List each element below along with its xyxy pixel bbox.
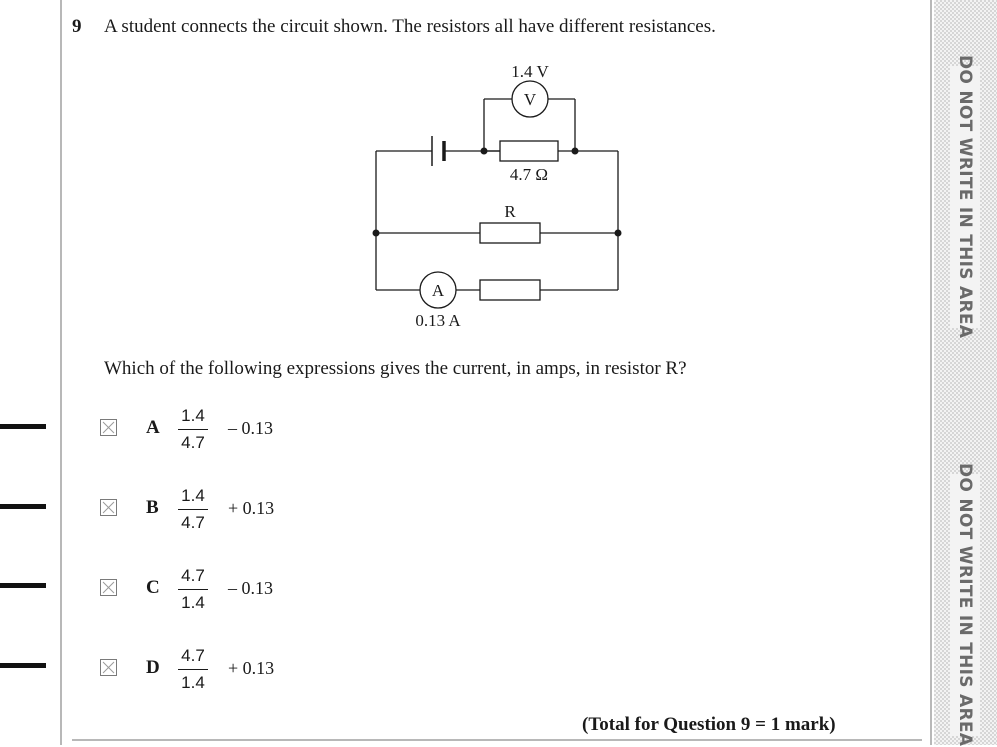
fraction-denominator: 1.4 bbox=[181, 673, 205, 693]
option-operation: – 0.13 bbox=[228, 578, 273, 598]
fraction-bar bbox=[178, 509, 208, 510]
question-total-marks: (Total for Question 9 = 1 mark) bbox=[582, 714, 836, 735]
fraction-numerator: 1.4 bbox=[181, 406, 205, 425]
option-c bbox=[100, 564, 400, 624]
resistor-r bbox=[480, 223, 540, 243]
fraction-bar bbox=[178, 429, 208, 430]
question-text: A student connects the circuit shown. The resistors all have different resistances. bbox=[104, 16, 716, 37]
option-letter: B bbox=[146, 497, 159, 518]
margin-tick-b bbox=[0, 504, 46, 509]
voltmeter-reading: 1.4 V bbox=[511, 62, 549, 81]
option-letter: A bbox=[146, 417, 160, 438]
option-b bbox=[100, 484, 400, 544]
option-d bbox=[100, 644, 400, 704]
option-fraction bbox=[172, 486, 214, 533]
fraction-numerator: 4.7 bbox=[181, 566, 205, 585]
option-fraction bbox=[172, 406, 214, 453]
junction-dot-3 bbox=[373, 230, 380, 237]
margin-tick-d bbox=[0, 663, 46, 668]
do-not-write-warning-bottom: DO NOT WRITE IN THIS AREA bbox=[950, 474, 980, 736]
fraction-bar bbox=[178, 669, 208, 670]
do-not-write-warning-top: DO NOT WRITE IN THIS AREA bbox=[950, 66, 980, 328]
option-fraction bbox=[172, 566, 214, 613]
junction-dot-2 bbox=[572, 148, 579, 155]
option-fraction bbox=[172, 646, 214, 693]
ammeter-letter: A bbox=[431, 281, 445, 300]
option-operation: + 0.13 bbox=[228, 498, 275, 518]
option-a bbox=[100, 404, 400, 464]
option-operation: – 0.13 bbox=[228, 418, 273, 438]
voltmeter-letter: V bbox=[523, 90, 537, 109]
checkbox-c[interactable] bbox=[100, 579, 117, 596]
option-operation: + 0.13 bbox=[228, 658, 275, 678]
resistor-r-label: R bbox=[504, 202, 516, 221]
checkbox-d[interactable] bbox=[100, 659, 117, 676]
right-margin-rule bbox=[930, 0, 932, 745]
checkbox-a[interactable] bbox=[100, 419, 117, 436]
resistor-bottom bbox=[480, 280, 540, 300]
checkbox-b[interactable] bbox=[100, 499, 117, 516]
left-margin-rule bbox=[60, 0, 62, 745]
resistor-value-label: 4.7 Ω bbox=[509, 165, 549, 184]
margin-tick-a bbox=[0, 424, 46, 429]
fraction-denominator: 1.4 bbox=[181, 593, 205, 613]
ammeter-reading: 0.13 A bbox=[415, 311, 461, 330]
question-number: 9 bbox=[72, 16, 82, 37]
bottom-rule bbox=[72, 739, 922, 741]
question-prompt: Which of the following expressions gives the current, in amps, in resistor R? bbox=[104, 358, 687, 379]
resistor-4-7 bbox=[500, 141, 558, 161]
circuit-diagram bbox=[366, 58, 636, 338]
junction-dot-4 bbox=[615, 230, 622, 237]
option-letter: C bbox=[146, 577, 160, 598]
fraction-numerator: 1.4 bbox=[181, 486, 205, 505]
fraction-numerator: 4.7 bbox=[181, 646, 205, 665]
fraction-denominator: 4.7 bbox=[181, 433, 205, 453]
option-letter: D bbox=[146, 657, 160, 678]
junction-dot-1 bbox=[481, 148, 488, 155]
margin-tick-c bbox=[0, 583, 46, 588]
fraction-bar bbox=[178, 589, 208, 590]
fraction-denominator: 4.7 bbox=[181, 513, 205, 533]
